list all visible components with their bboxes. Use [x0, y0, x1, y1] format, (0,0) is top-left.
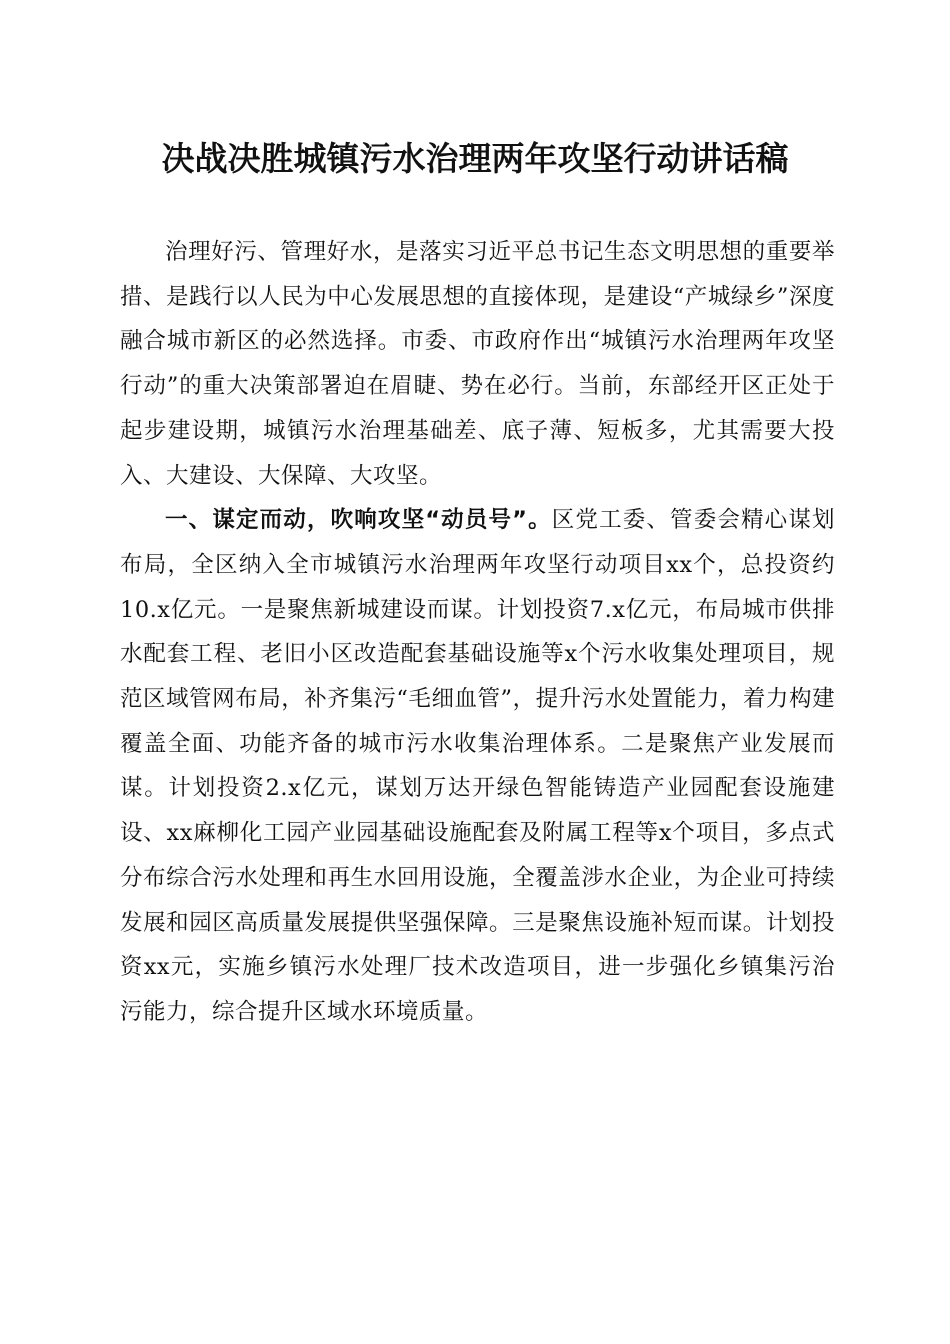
paragraph-text: 区党工委、管委会精心谋划布局，全区纳入全市城镇污水治理两年攻坚行动项目xx个，总投资约10.x亿元。一是聚焦新城建设而谋。计划投资7.x亿元，布局城市供排水配套工程、老旧小区改造配套基础设施等x个污水收集处理项目，规范区域管网布局，补齐集污“毛细血管”，提升污水处置能力，着力构建覆盖全面、功能齐备的城市污水收集治理体系。二是聚焦产业发展而谋。计划投资2.x亿元，谋划万达开绿色智能铸造产业园配套设施建设、xx麻柳化工园产业园基础设施配套及附属工程等x个项目，多点式分布综合污水处理和再生水回用设施，全覆盖涉水企业，为企业可持续发展和园区高质量发展提供坚强保障。三是聚焦设施补短而谋。计划投资xx元，实施乡镇污水处理厂技术改造项目，进一步强化乡镇集污治污能力，综合提升区域水环境质量。 — [120, 507, 835, 1025]
paragraph-section-1 — [120, 498, 835, 1034]
document-body — [120, 230, 835, 1035]
section-heading: 一、谋定而动，吹响攻坚“动员号”。 — [165, 507, 552, 534]
paragraph-intro — [120, 230, 835, 498]
paragraph-text: 治理好污、管理好水，是落实习近平总书记生态文明思想的重要举措、是践行以人民为中心发展思想的直接体现，是建设“产城绿乡”深度融合城市新区的必然选择。市委、市政府作出“城镇污水治理两年攻坚行动”的重大决策部署迫在眉睫、势在必行。当前，东部经开区正处于起步建设期，城镇污水治理基础差、底子薄、短板多，尤其需要大投入、大建设、大保障、大攻坚。 — [120, 239, 835, 489]
document-title: 决战决胜城镇污水治理两年攻坚行动讲话稿 — [161, 139, 789, 178]
